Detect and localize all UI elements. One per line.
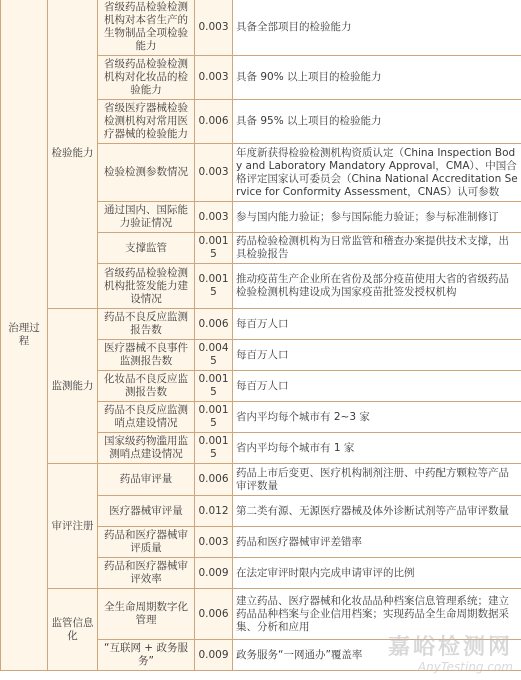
group-cell: 审评注册 [48,464,98,589]
weight-cell: 0.003 [195,144,233,202]
description-cell: 第二类有源、无源医疗器械及体外诊断试剂等产品审评数量 [233,496,521,527]
weight-cell: 0.012 [195,496,233,527]
weight-cell: 0.003 [195,0,233,56]
description-cell: 具备 95% 以上项目的检验能力 [233,100,521,144]
indicator-cell: 支撑监管 [98,233,195,264]
weight-cell: 0.006 [195,100,233,144]
weight-cell: 0.006 [195,309,233,340]
description-cell: 建立药品、医疗器械和化妆品品种档案信息管理系统；建立药品品种档案与企业信用档案；实现药品全生命周期数据采集、分析和应用 [233,589,521,640]
indicator-cell: 化妆品不良反应监测报告数 [98,371,195,402]
indicator-cell: 省级药品检验检测机构批签发能力建设情况 [98,264,195,309]
indicator-cell: 药品和医疗器械审评质量 [98,527,195,558]
weight-cell: 0.003 [195,527,233,558]
weight-cell: 0.006 [195,464,233,496]
description-cell: 药品检验检测机构为日常监管和稽查办案提供技术支撑，出具检验报告 [233,233,521,264]
indicator-cell: 医疗器械审评量 [98,496,195,527]
indicator-cell: 全生命周期数字化管理 [98,589,195,640]
watermark-title: 嘉峪检测网 [387,635,513,660]
description-cell: 政务服务“一网通办”覆盖率 [233,640,521,671]
indicator-cell: 药品审评量 [98,464,195,496]
indicator-cell: 医疗器械不良事件监测报告数 [98,340,195,371]
indicator-cell: 通过国内、国际能力验证情况 [98,202,195,233]
indicator-table-body [1,0,521,671]
indicator-cell: 药品不良反应监测报告数 [98,309,195,340]
description-cell: 推动疫苗生产企业所在省份及部分疫苗使用大省的省级药品检验检测机构建设成为国家疫苗批签发授权机构 [233,264,521,309]
table-row [1,464,521,496]
weight-cell: 0.0015 [195,371,233,402]
weight-cell: 0.0015 [195,402,233,433]
group-cell: 监管信息化 [48,589,98,671]
watermark-url: AnyTesting.com [417,660,513,674]
weight-cell: 0.006 [195,589,233,640]
weight-cell: 0.0015 [195,433,233,464]
description-cell: 年度新获得检验检测机构资质认定（China Inspection Body and Laboratory Mandatory Approval，CMA）、中国合格评定国家认可委员会（China National Accreditation Service for Conformity Assessment，CNAS）认可参数 [233,144,521,202]
indicator-cell: 检验检测参数情况 [98,144,195,202]
table-row [1,309,521,340]
description-cell: 省内平均每个城市有 2~3 家 [233,402,521,433]
indicator-cell: 省级医疗器械检验检测机构对常用医疗器械的检验能力 [98,100,195,144]
indicator-cell: 药品和医疗器械审评效率 [98,558,195,589]
group-cell: 监测能力 [48,309,98,464]
description-cell: 药品和医疗器械审评差错率 [233,527,521,558]
table-row [1,0,521,56]
weight-cell: 0.003 [195,202,233,233]
weight-cell: 0.003 [195,56,233,100]
indicator-cell: 省级药品检验检测机构对化妆品的检验能力 [98,56,195,100]
description-cell: 每百万人口 [233,371,521,402]
indicator-cell: 省级药品检验检测机构对本省生产的生物制品全项检验能力 [98,0,195,56]
indicator-cell: 国家级药物滥用监测哨点建设情况 [98,433,195,464]
description-cell: 在法定审评时限内完成申请审评的比例 [233,558,521,589]
description-cell: 参与国内能力验证；参与国际能力验证；参与标准制修订 [233,202,521,233]
weight-cell: 0.009 [195,558,233,589]
weight-cell: 0.009 [195,640,233,671]
table-row [1,589,521,640]
description-cell: 具备 90% 以上项目的检验能力 [233,56,521,100]
description-cell: 每百万人口 [233,309,521,340]
indicator-cell: 药品不良反应监测哨点建设情况 [98,402,195,433]
weight-cell: 0.0015 [195,264,233,309]
indicator-cell: “互联网 + 政务服务” [98,640,195,671]
weight-cell: 0.0045 [195,340,233,371]
description-cell: 药品上市后变更、医疗机构制剂注册、中药配方颗粒等产品审评数量 [233,464,521,496]
group-cell: 检验能力 [48,0,98,309]
description-cell: 省内平均每个城市有 1 家 [233,433,521,464]
description-cell: 具备全部项目的检验能力 [233,0,521,56]
weight-cell: 0.0015 [195,233,233,264]
category-cell: 治理过程 [1,0,48,671]
description-cell: 每百万人口 [233,340,521,371]
